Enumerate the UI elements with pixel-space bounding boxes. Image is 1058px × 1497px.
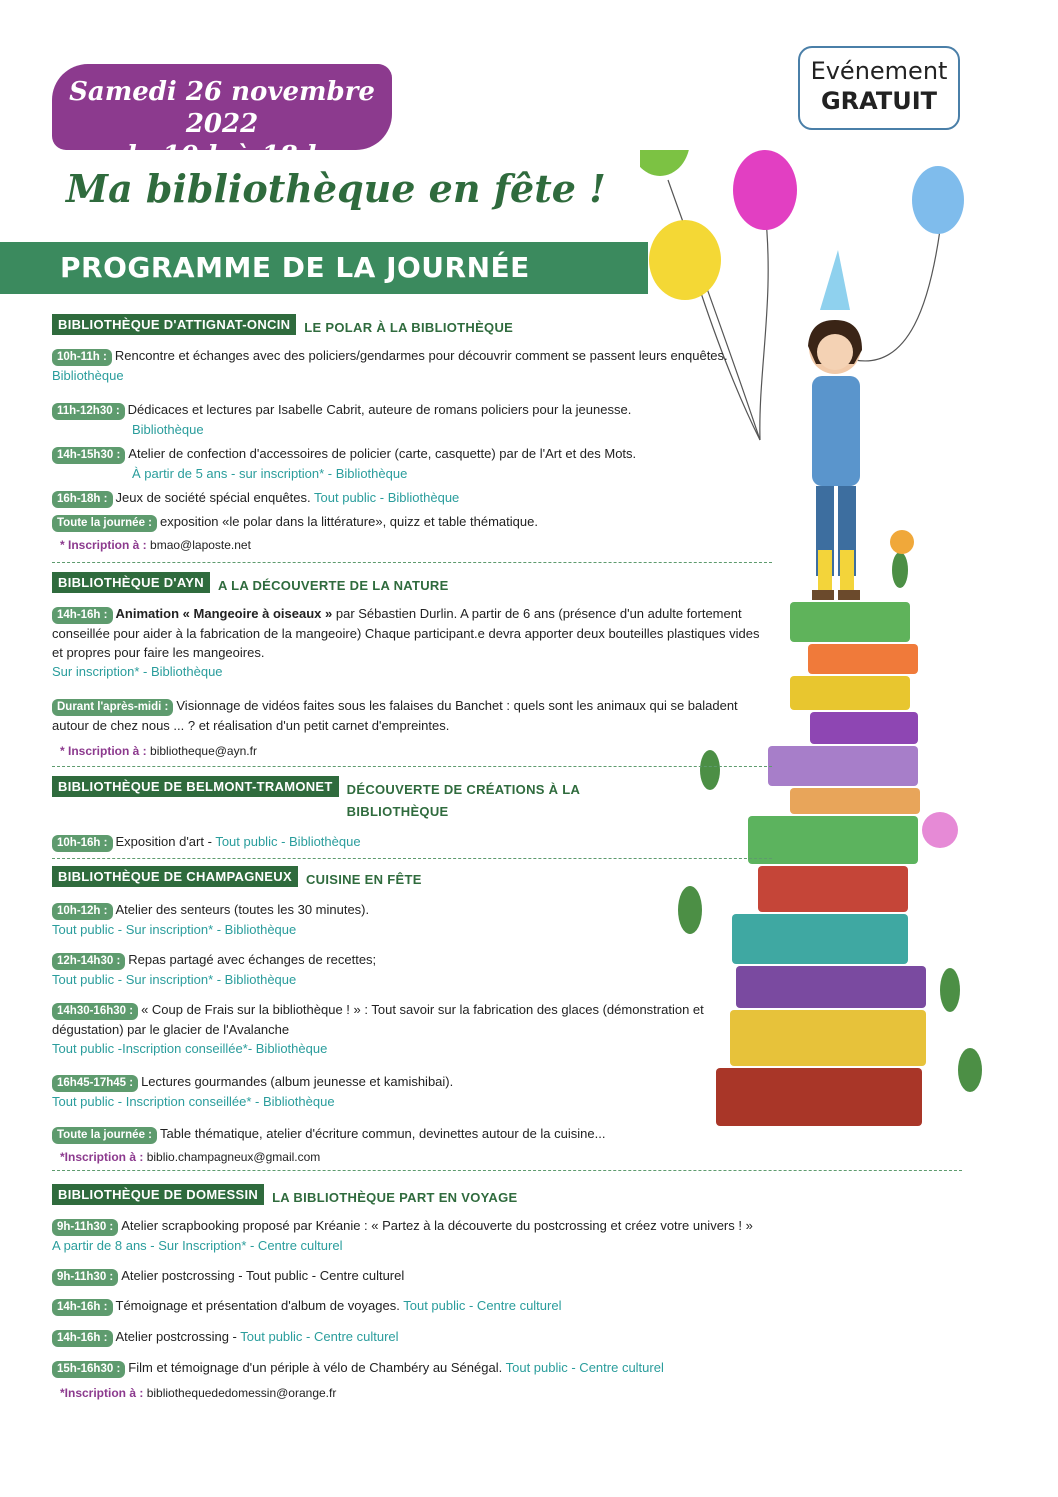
badge-line-2: GRATUIT [820,87,938,115]
item-text: Atelier de confection d'accessoires de policier (carte, casquette) par de l'Art et des Mots. [128,446,637,461]
library-name: BIBLIOTHÈQUE DE BELMONT-TRAMONET [52,776,339,797]
list-item [52,1327,952,1347]
time-badge: 14h-16h : [52,1299,113,1316]
item-info: Tout public - Bibliothèque [215,834,361,849]
inscription-email[interactable]: biblio.champagneux@gmail.com [146,1150,321,1164]
list-item [52,900,772,939]
time-badge: 10h-16h : [52,835,113,852]
item-text: Rencontre et échanges avec des policiers/gendarmes pour découvrir comment se passent leurs enquêtes. [114,348,728,363]
item-info: Tout public - Bibliothèque [314,490,460,505]
hours-line: de 10 h à 18 h [118,141,326,171]
section-divider [52,562,772,563]
item-text: Atelier des senteurs (toutes les 30 minutes). [115,902,370,917]
pink-flower-icon [922,812,958,848]
time-badge: 15h-16h30 : [52,1361,125,1378]
item-text: Visionnage de vidéos faites sous les falaises du Banchet : quels sont les animaux qui se baladent autour de chez nous ... ? et réalisation d'un petit carnet d'empreintes. [52,698,738,733]
section-divider [52,766,772,767]
time-badge: 14h30-16h30 : [52,1003,138,1020]
item-info: Bibliothèque [52,368,124,383]
list-item [52,512,772,532]
item-text: « Coup de Frais sur la bibliothèque ! » : Tout savoir sur la fabrication des glaces (démonstration et dégustation) par le glacier de l'Avalanche [52,1002,704,1037]
page-title: Ma bibliothèque en fête ! [66,166,606,211]
library-name: BIBLIOTHÈQUE D'AYN [52,572,210,593]
item-text: Atelier postcrossing - Tout public - Centre culturel [121,1268,405,1283]
date-line: Samedi 26 novembre 2022 [69,77,375,139]
item-info: A partir de 8 ans - Sur Inscription* - Centre culturel [52,1238,343,1253]
time-badge: 9h-11h30 : [52,1219,118,1236]
time-badge: 14h-16h : [52,607,113,624]
item-info: Bibliothèque [132,422,204,437]
section-domessin [52,1184,992,1400]
time-badge: Toute la journée : [52,1127,157,1144]
list-item [52,604,772,681]
inscription-note [60,1384,780,1403]
item-text: Jeux de société spécial enquêtes. [115,490,311,505]
time-badge: 16h45-17h45 : [52,1075,138,1092]
section-ayn [52,572,772,758]
item-text: Repas partagé avec échanges de recettes; [128,952,377,967]
green-balloon-icon [640,150,690,176]
time-badge: 10h-11h : [52,349,112,366]
section-divider [52,858,772,859]
time-badge: 11h-12h30 : [52,403,125,420]
library-name: BIBLIOTHÈQUE DE CHAMPAGNEUX [52,866,298,887]
inscription-email[interactable]: bmao@laposte.net [150,538,251,552]
list-item [52,950,772,989]
list-item [52,1358,952,1378]
item-info: Sur inscription* - Bibliothèque [52,664,223,679]
badge-line-1: Evénement [810,57,948,85]
flower-icon [890,530,914,554]
inscription-note [60,742,780,761]
inscription-email[interactable]: bibliotheque@ayn.fr [150,744,257,758]
time-badge: 12h-14h30 : [52,953,125,970]
library-name: BIBLIOTHÈQUE DE DOMESSIN [52,1184,264,1205]
section-belmont-tramonet [52,776,632,849]
list-item [52,1266,952,1286]
inscription-email[interactable]: bibliothequededomessin@orange.fr [146,1386,337,1400]
list-item [52,1072,772,1111]
inscription-note [60,1148,780,1167]
pink-balloon-icon [733,150,797,230]
girl-figure-icon [808,250,862,600]
item-text: Atelier postcrossing - [115,1329,237,1344]
blue-balloon-icon [912,166,964,234]
list-item [52,696,772,735]
item-title: Animation « Mangeoire à oiseaux » [115,606,333,621]
item-info: Tout public - Inscription conseillée* - Bibliothèque [52,1094,335,1109]
item-info: Tout public - Centre culturel [505,1360,664,1375]
free-event-badge [798,46,960,130]
list-item [52,444,772,483]
section-divider [52,1170,962,1171]
item-info: Tout public - Centre culturel [403,1298,562,1313]
yellow-balloon-icon [649,220,721,300]
item-text: Film et témoignage d'un périple à vélo de Chambéry au Sénégal. [128,1360,503,1375]
inscription-label: * Inscription à : [60,538,147,552]
time-badge: 16h-18h : [52,491,113,508]
list-item [52,1124,772,1144]
item-text: par Sébastien Durlin. A partir de 6 ans (présence d'un adulte fortement conseillée pour aider à la fabrication de la mangeoire) Chaque participant.e devra apporter deux bouteilles plastiques vides et propres pour faire les mangeoires. [52,606,760,660]
library-name: BIBLIOTHÈQUE D'ATTIGNAT-ONCIN [52,314,296,335]
item-info: Tout public -Inscription conseillée*- Bibliothèque [52,1041,328,1056]
item-text: Lectures gourmandes (album jeunesse et kamishibai). [141,1074,454,1089]
library-theme: DÉCOUVERTE DE CRÉATIONS À LA BIBLIOTHÈQUE [346,782,580,819]
item-text: exposition «le polar dans la littérature», quizz et table thématique. [160,514,538,529]
item-text: Témoignage et présentation d'album de voyages. [115,1298,400,1313]
library-theme: CUISINE EN FÊTE [305,872,422,887]
item-text: Atelier scrapbooking proposé par Kréanie : « Partez à la découverte du postcrossing et créez votre univers ! » [121,1218,753,1233]
list-item [52,1296,952,1316]
time-badge: 14h-15h30 : [52,447,125,464]
list-item [52,346,772,385]
inscription-label: *Inscription à : [60,1150,144,1164]
time-badge: Toute la journée : [52,515,157,532]
time-badge: 10h-12h : [52,903,113,920]
item-text: Exposition d'art - [115,834,212,849]
list-item [52,832,772,852]
list-item [52,488,772,508]
item-text: Table thématique, atelier d'écriture commun, devinettes autour de la cuisine... [160,1126,606,1141]
item-info: Tout public - Sur inscription* - Bibliothèque [52,972,297,987]
section-champagneux [52,866,772,1164]
library-theme: A LA DÉCOUVERTE DE LA NATURE [217,578,449,593]
item-info: Tout public - Centre culturel [240,1329,399,1344]
item-text: Dédicaces et lectures par Isabelle Cabrit, auteure de romans policiers pour la jeunesse. [127,402,632,417]
library-theme: LE POLAR À LA BIBLIOTHÈQUE [304,320,514,335]
date-banner [52,64,392,171]
program-heading: PROGRAMME DE LA JOURNÉE [0,242,648,294]
time-badge: 9h-11h30 : [52,1269,118,1286]
inscription-note [60,536,780,555]
section-attignat-oncin [52,314,772,552]
library-theme: LA BIBLIOTHÈQUE PART EN VOYAGE [272,1190,518,1205]
item-info: À partir de 5 ans - sur inscription* - Bibliothèque [132,466,408,481]
time-badge: 14h-16h : [52,1330,113,1347]
inscription-label: *Inscription à : [60,1386,144,1400]
list-item [52,1216,952,1255]
time-badge: Durant l'après-midi : [52,699,173,716]
item-info: Tout public - Sur inscription* - Bibliothèque [52,922,297,937]
list-item [52,400,772,439]
list-item [52,1000,772,1058]
inscription-label: * Inscription à : [60,744,147,758]
